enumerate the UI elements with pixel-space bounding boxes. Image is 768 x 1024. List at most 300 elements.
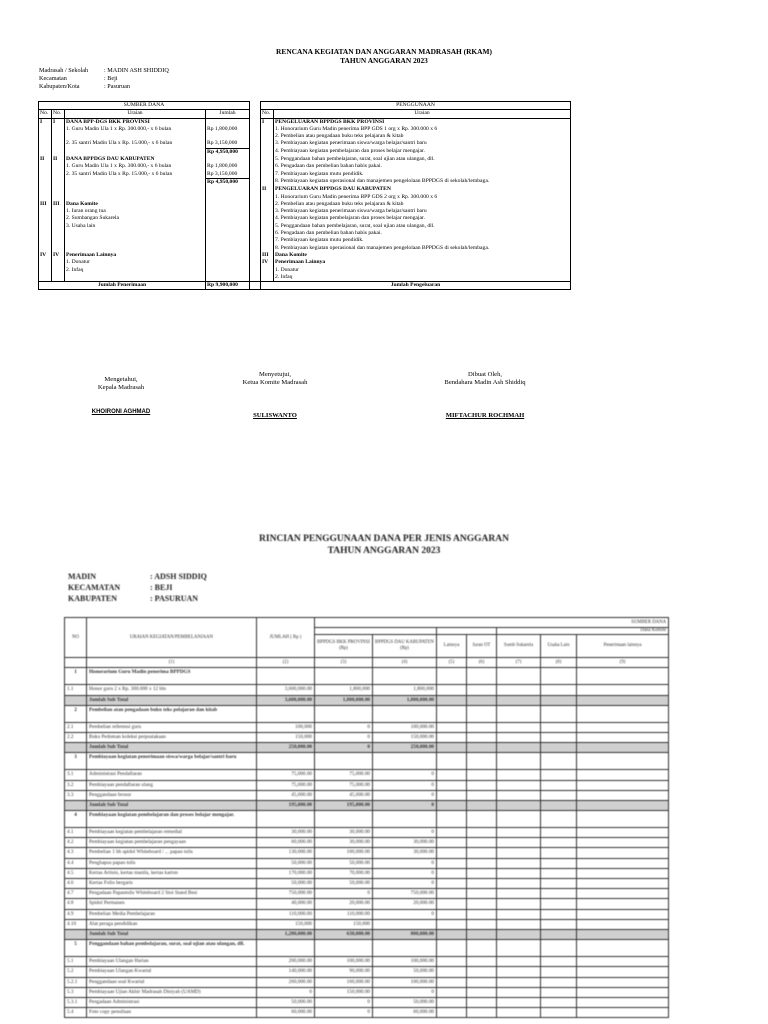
row-number xyxy=(52,186,65,193)
sumber-dana-header: SUMBER DANA xyxy=(39,102,250,110)
empty-cell xyxy=(467,780,497,790)
empty-cell xyxy=(577,811,669,828)
usage-item: 1. Donatur xyxy=(274,267,571,274)
row-bppdgs-dau: 30,000.00 xyxy=(373,848,437,858)
empty-cell xyxy=(577,997,669,1007)
source-amount: Rp 3,150,000 xyxy=(206,140,250,148)
empty-cell xyxy=(577,967,669,977)
row-bppdgs-bkk xyxy=(315,705,373,722)
empty-cell xyxy=(437,828,467,838)
table-row xyxy=(65,1008,669,1018)
usage-item: 1. Honorarium Guru Madin penerima BPP GDS 2 org x Rp. 300.000 x 6 xyxy=(274,194,571,201)
empty-cell xyxy=(577,790,669,800)
empty-cell xyxy=(577,838,669,848)
table-row xyxy=(65,685,669,695)
rkam-total-row xyxy=(39,282,571,290)
row-bppdgs-bkk: 50,000.00 xyxy=(315,879,373,889)
empty-cell xyxy=(577,848,669,858)
row-number xyxy=(52,126,65,133)
empty-cell xyxy=(577,722,669,732)
row-bppdgs-bkk: 30,000.00 xyxy=(315,828,373,838)
row-jumlah: 45,000.00 xyxy=(257,790,315,800)
group-row xyxy=(65,940,669,957)
empty-cell xyxy=(577,780,669,790)
row-jumlah xyxy=(257,668,315,685)
row-number: 2.2 xyxy=(65,732,87,742)
empty-cell xyxy=(467,790,497,800)
row-jumlah: 40,000.00 xyxy=(257,899,315,909)
empty-cell xyxy=(541,838,577,848)
source-item: 1. Donatur xyxy=(65,259,206,266)
source-item: 1. Guru Madin Ula 1 x Rp. 300.000,- x 6 bulan xyxy=(65,126,206,133)
empty-cell xyxy=(437,780,467,790)
col-uraian: Uraian xyxy=(274,110,571,118)
row-jumlah: 3,600,000.00 xyxy=(257,685,315,695)
info-label: MADIN xyxy=(68,572,96,581)
row-description: Alat peraga pendidikan xyxy=(87,919,257,929)
rkam-row xyxy=(39,148,571,156)
rkam-row xyxy=(39,194,571,201)
row-bppdgs-bkk: 75,000.00 xyxy=(315,770,373,780)
source-amount: Rp 4,950,000 xyxy=(206,178,250,186)
rkam-row xyxy=(39,133,571,140)
row-number: II xyxy=(261,186,274,193)
row-number xyxy=(261,163,274,170)
row-number: 5.1 xyxy=(65,957,87,967)
empty-cell xyxy=(577,800,669,810)
spacer xyxy=(250,186,261,193)
row-jumlah: 260,000.00 xyxy=(257,977,315,987)
empty-cell xyxy=(467,695,497,705)
empty-cell xyxy=(467,967,497,977)
source-amount xyxy=(206,245,250,252)
row-bppdgs-dau: 100,000.00 xyxy=(373,722,437,732)
row-number xyxy=(52,208,65,215)
row-bppdgs-dau: 0 xyxy=(373,987,437,997)
row-bppdgs-bkk: 630,000.00 xyxy=(315,929,373,939)
row-bppdgs-bkk: 50,000.00 xyxy=(315,858,373,868)
empty-cell xyxy=(437,811,467,828)
col-uraian: URAIAN KEGIATAN/PEMBELANJAAN xyxy=(87,618,257,658)
row-jumlah: 100,000 xyxy=(257,722,315,732)
table-row xyxy=(65,997,669,1007)
spacer xyxy=(250,163,261,170)
row-number: IV xyxy=(39,252,52,259)
rkam-table xyxy=(38,101,571,290)
source-item xyxy=(65,178,206,186)
row-number: 4.5 xyxy=(65,868,87,878)
empty-cell xyxy=(437,967,467,977)
row-bppdgs-dau xyxy=(373,668,437,685)
row-description: Pembiayaan kegiatan pembelajaran dan proses belajar mengajar. xyxy=(87,811,257,828)
source-amount xyxy=(206,186,250,193)
empty-cell xyxy=(497,848,541,858)
row-bppdgs-bkk: 160,000.00 xyxy=(315,977,373,987)
table-row xyxy=(65,732,669,742)
row-jumlah: 170,000.00 xyxy=(257,868,315,878)
row-bppdgs-dau: 0 xyxy=(373,800,437,810)
source-item: 2. 35 santri Madin Ula x Rp. 15.000,- x 6 bulan xyxy=(65,140,206,148)
column-number: (4) xyxy=(373,658,437,668)
source-amount xyxy=(206,267,250,274)
row-jumlah: 50,000.00 xyxy=(257,997,315,1007)
row-bppdgs-dau xyxy=(373,919,437,929)
table-row xyxy=(65,722,669,732)
column-number: (3) xyxy=(315,658,373,668)
empty-cell xyxy=(541,977,577,987)
empty-cell xyxy=(541,940,577,957)
row-number xyxy=(261,171,274,179)
usage-item: PENGELUARAN BPPDGS DAU KABUPATEN xyxy=(274,186,571,193)
source-amount: Rp 3,150,000 xyxy=(206,171,250,179)
row-description: Jumlah Sub Total xyxy=(87,695,257,705)
row-jumlah: 30,000.00 xyxy=(257,828,315,838)
source-amount: Rp 1,800,000 xyxy=(206,163,250,170)
row-number xyxy=(52,194,65,201)
row-number xyxy=(261,148,274,156)
empty-cell xyxy=(541,722,577,732)
spacer xyxy=(250,252,261,259)
empty-cell xyxy=(497,790,541,800)
row-number xyxy=(39,274,52,282)
sig-mid-line1: Menyetujui, xyxy=(258,371,292,378)
row-number xyxy=(39,140,52,148)
row-number xyxy=(39,171,52,179)
row-bppdgs-dau: 0 xyxy=(373,858,437,868)
row-bppdgs-bkk: 100,000.00 xyxy=(315,848,373,858)
row-bppdgs-bkk xyxy=(315,753,373,770)
rkam-row xyxy=(39,230,571,237)
empty-cell xyxy=(467,685,497,695)
rkam-row xyxy=(39,156,571,163)
empty-cell xyxy=(437,957,467,967)
row-number: I xyxy=(52,118,65,126)
info-label: Kabupaten/Kota xyxy=(39,83,80,90)
row-jumlah: 250,000.00 xyxy=(257,743,315,753)
row-number xyxy=(261,245,274,252)
row-bppdgs-dau: 800,000.00 xyxy=(373,929,437,939)
empty-cell xyxy=(437,770,467,780)
row-bppdgs-bkk: 0 xyxy=(315,732,373,742)
row-number xyxy=(52,163,65,170)
rkam-subtitle: TAHUN ANGGARAN 2023 xyxy=(340,56,428,65)
row-jumlah: 75,000.00 xyxy=(257,770,315,780)
spacer xyxy=(250,194,261,201)
row-number xyxy=(261,237,274,244)
column-number: (6) xyxy=(467,658,497,668)
cell xyxy=(65,658,87,668)
col-no: No. xyxy=(261,110,274,118)
row-number: I xyxy=(39,118,52,126)
empty-cell xyxy=(577,732,669,742)
empty-cell xyxy=(467,705,497,722)
rkam-row xyxy=(39,252,571,259)
source-amount: Rp 1,800,000 xyxy=(206,126,250,133)
empty-cell xyxy=(497,899,541,909)
rkam-row xyxy=(39,259,571,266)
row-number: 2 xyxy=(65,705,87,722)
subtotal-row xyxy=(65,743,669,753)
row-description: Pembelian 1 bh spidol Whiteboard / ... papan tulis xyxy=(87,848,257,858)
row-bppdgs-dau: 250,000.00 xyxy=(373,743,437,753)
empty-cell xyxy=(497,1008,541,1018)
usage-item: Dana Komite xyxy=(274,252,571,259)
empty-cell xyxy=(467,722,497,732)
empty-cell xyxy=(577,987,669,997)
spacer xyxy=(250,148,261,156)
column-number: (8) xyxy=(541,658,577,668)
empty-cell xyxy=(467,977,497,987)
row-number xyxy=(261,194,274,201)
row-number xyxy=(39,230,52,237)
row-bppdgs-bkk xyxy=(315,668,373,685)
spacer xyxy=(250,140,261,148)
spacer xyxy=(250,223,261,230)
rkam-row xyxy=(39,163,571,170)
empty-cell xyxy=(437,889,467,899)
row-number: 5 xyxy=(65,940,87,957)
empty-cell xyxy=(497,977,541,987)
table-row xyxy=(65,770,669,780)
row-number: 1.1 xyxy=(65,685,87,695)
row-number: 3.1 xyxy=(65,770,87,780)
sig-right-line1: Dibuat Oleh, xyxy=(467,371,503,378)
row-number: 4.3 xyxy=(65,848,87,858)
row-number xyxy=(39,163,52,170)
column-number: (5) xyxy=(437,658,467,668)
row-bppdgs-bkk: 195,000.00 xyxy=(315,800,373,810)
rincian-subtitle: TAHUN ANGGARAN 2023 xyxy=(327,546,441,556)
row-bppdgs-bkk: 45,000.00 xyxy=(315,790,373,800)
column-number: (1) xyxy=(87,658,257,668)
empty-cell xyxy=(497,919,541,929)
source-item: Penerimaan Lainnya xyxy=(65,252,206,259)
source-item xyxy=(65,148,206,156)
row-bppdgs-dau: 150,000.00 xyxy=(373,732,437,742)
source-item: 2. Infaq xyxy=(65,267,206,274)
empty-cell xyxy=(467,732,497,742)
row-bppdgs-bkk: 1,800,000 xyxy=(315,685,373,695)
usage-item: 2. Pembelian atau pengadaan buku teks pelajaran & kitab xyxy=(274,133,571,140)
sig-right-name: MIFTACHUR ROCHMAH xyxy=(445,412,525,419)
row-number xyxy=(39,259,52,266)
row-description: Penggandaan bahan pembelajaran, surat, soal ujian atau ulangan, dll. xyxy=(87,940,257,957)
row-bppdgs-bkk: 0 xyxy=(315,722,373,732)
group-row xyxy=(65,753,669,770)
empty-cell xyxy=(437,977,467,987)
rkam-row xyxy=(39,118,571,126)
empty-cell xyxy=(577,957,669,967)
row-description: Honorarium Guru Madin penerima BPPDGS xyxy=(87,668,257,685)
row-number xyxy=(39,186,52,193)
dana-komite-header: Dana Komite xyxy=(497,628,669,635)
row-number: 1 xyxy=(65,668,87,685)
row-number: 5.3.1 xyxy=(65,997,87,1007)
info-value: : ADSH SIDDIQ xyxy=(150,572,207,581)
empty-cell xyxy=(437,919,467,929)
row-number xyxy=(39,215,52,222)
empty-cell xyxy=(497,828,541,838)
table-row xyxy=(65,899,669,909)
empty-cell xyxy=(437,848,467,858)
col-bppdgs-dau: BPPDGS DAU KABUPATEN (Rp) xyxy=(373,635,437,658)
empty-cell xyxy=(577,828,669,838)
row-number xyxy=(52,245,65,252)
total-penerimaan-value: Rp 9,900,000 xyxy=(206,282,250,290)
row-description: Pembelian atau pengadaan buku teks pelajaran dan kitab xyxy=(87,705,257,722)
spacer xyxy=(250,118,261,126)
empty-cell xyxy=(467,800,497,810)
empty-cell xyxy=(541,811,577,828)
row-bppdgs-bkk: 1,800,000.00 xyxy=(315,695,373,705)
row-number xyxy=(261,178,274,186)
usage-item: 5. Penggandaan bahan pembelajaran, surat, soal ujian atau ulangan, dll. xyxy=(274,223,571,230)
row-jumlah: 0 xyxy=(257,987,315,997)
table-row xyxy=(65,780,669,790)
col-no: No. xyxy=(39,110,52,118)
empty-cell xyxy=(577,743,669,753)
sig-mid-name: SULISWANTO xyxy=(253,412,297,419)
row-number xyxy=(52,148,65,156)
empty-cell xyxy=(541,685,577,695)
row-bppdgs-bkk: 30,000.00 xyxy=(315,838,373,848)
row-description: Penggandaan brosur xyxy=(87,790,257,800)
row-number: 4.8 xyxy=(65,899,87,909)
usage-item: 4. Pembiayaan kegiatan pembelajaran dan proses belajar mengajar. xyxy=(274,148,571,156)
empty-cell xyxy=(497,929,541,939)
empty-cell xyxy=(541,879,577,889)
source-item: 2. 35 santri Madin Ula x Rp. 15.000,- x 6 bulan xyxy=(65,171,206,179)
empty-cell xyxy=(497,997,541,1007)
empty-cell xyxy=(497,705,541,722)
info-label: Madrasah / Sekolah xyxy=(39,67,89,74)
col-iuran-ot: Iuran OT xyxy=(467,635,497,658)
empty-cell xyxy=(577,977,669,987)
row-bppdgs-bkk xyxy=(315,940,373,957)
empty-cell xyxy=(541,987,577,997)
empty-cell xyxy=(577,879,669,889)
empty-cell xyxy=(577,695,669,705)
empty-cell xyxy=(541,909,577,919)
source-amount: Rp 4,950,000 xyxy=(206,148,250,156)
usage-item: 6. Pengadaan dan pembelian bahan habis pakai. xyxy=(274,230,571,237)
spacer xyxy=(250,156,261,163)
row-jumlah: 110,000.00 xyxy=(257,909,315,919)
source-amount xyxy=(206,215,250,222)
row-number: II xyxy=(52,156,65,163)
row-number xyxy=(39,148,52,156)
sumber-dana-header: SUMBER DANA xyxy=(315,618,669,628)
source-amount xyxy=(206,252,250,259)
row-jumlah: 50,000.00 xyxy=(257,879,315,889)
empty-cell xyxy=(437,899,467,909)
empty-cell xyxy=(497,753,541,770)
row-description: Pengadaan Administrasi xyxy=(87,997,257,1007)
row-bppdgs-dau: 1,800,000.00 xyxy=(373,695,437,705)
usage-item: 2. Infaq xyxy=(274,274,571,282)
row-description: Penggandaan soal Kwartal xyxy=(87,977,257,987)
empty-cell xyxy=(541,889,577,899)
empty-cell xyxy=(541,790,577,800)
empty-cell xyxy=(577,858,669,868)
empty-cell xyxy=(437,838,467,848)
empty-cell xyxy=(497,722,541,732)
row-number xyxy=(52,178,65,186)
row-number: 5.3 xyxy=(65,987,87,997)
empty-cell xyxy=(437,743,467,753)
table-row xyxy=(65,957,669,967)
spacer xyxy=(250,171,261,179)
row-number xyxy=(52,133,65,140)
empty-cell xyxy=(541,705,577,722)
group-row xyxy=(65,705,669,722)
row-number: I xyxy=(261,118,274,126)
source-item: 1. Guru Madin Ula 1 x Rp. 300.000,- x 6 bulan xyxy=(65,163,206,170)
usage-item: Penerimaan Lainnya xyxy=(274,259,571,266)
empty-cell xyxy=(437,858,467,868)
empty-cell xyxy=(497,770,541,780)
rkam-row xyxy=(39,178,571,186)
row-number xyxy=(39,133,52,140)
row-bppdgs-bkk: 75,000.00 xyxy=(315,780,373,790)
table-row xyxy=(65,879,669,889)
empty-cell xyxy=(497,800,541,810)
info-value: : Pasuruan xyxy=(104,83,130,90)
empty-cell xyxy=(577,940,669,957)
row-bppdgs-dau: 60,000.00 xyxy=(373,1008,437,1018)
row-jumlah: 200,000.00 xyxy=(257,957,315,967)
column-number: (2) xyxy=(257,658,315,668)
spacer xyxy=(250,126,261,133)
empty-cell xyxy=(541,743,577,753)
empty-cell xyxy=(577,1008,669,1018)
spacer xyxy=(250,274,261,282)
source-item: 3. Usaha lain xyxy=(65,223,206,230)
empty-cell xyxy=(497,889,541,899)
empty-cell xyxy=(541,957,577,967)
empty-cell xyxy=(467,868,497,878)
col-lainnya: Lainnya xyxy=(437,635,467,658)
rkam-row xyxy=(39,208,571,215)
spacer xyxy=(250,237,261,244)
row-bppdgs-bkk: 0 xyxy=(315,889,373,899)
empty-cell xyxy=(437,695,467,705)
row-number: 4.10 xyxy=(65,919,87,929)
source-amount xyxy=(206,223,250,230)
column-number: (7) xyxy=(497,658,541,668)
empty-cell xyxy=(497,957,541,967)
row-description: Administrasi Pendaftaran xyxy=(87,770,257,780)
source-item: DANA BPPDGS DAU KABUPATEN xyxy=(65,156,206,163)
row-number: 4.1 xyxy=(65,828,87,838)
empty-cell xyxy=(541,929,577,939)
rkam-row xyxy=(39,237,571,244)
row-jumlah: 3,600,000.00 xyxy=(257,695,315,705)
empty-cell xyxy=(497,858,541,868)
empty-cell xyxy=(577,919,669,929)
row-bppdgs-dau: 750,000.00 xyxy=(373,889,437,899)
row-number xyxy=(65,800,87,810)
empty-cell xyxy=(497,780,541,790)
row-bppdgs-dau: 0 xyxy=(373,909,437,919)
row-description: Jumlah Sub Total xyxy=(87,800,257,810)
usage-item: 3. Pembiayaan kegiatan penerimaan siswa/warga belajar/santri baru xyxy=(274,140,571,148)
row-bppdgs-dau: 100,000.00 xyxy=(373,957,437,967)
rkam-row xyxy=(39,171,571,179)
empty-cell xyxy=(467,997,497,1007)
usage-item: 5. Penggandaan bahan pembelajaran, surat, soal ujian atau ulangan, dll. xyxy=(274,156,571,163)
row-number: 5.2 xyxy=(65,967,87,977)
